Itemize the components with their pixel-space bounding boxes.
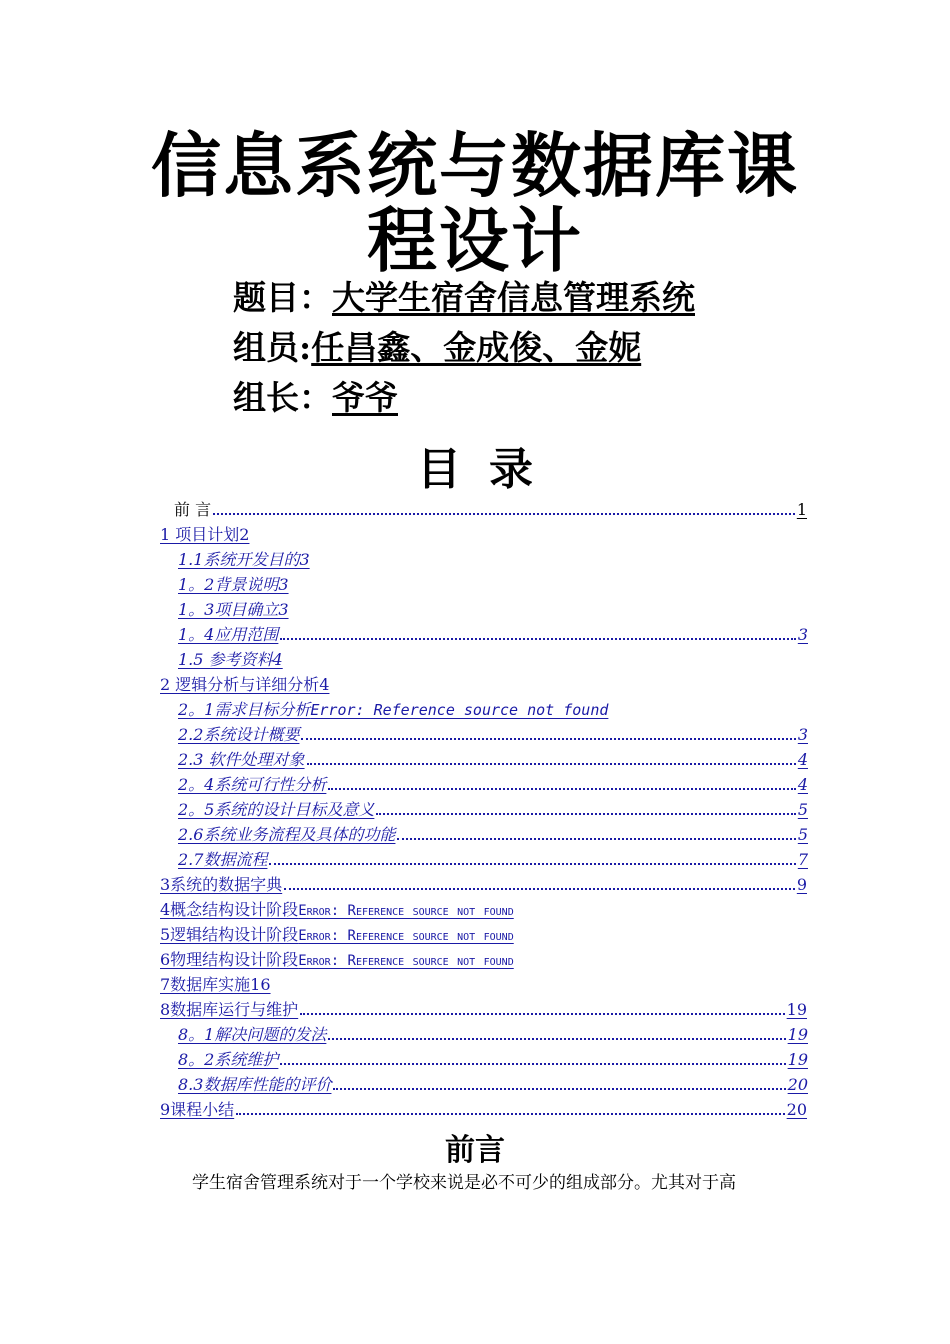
toc-leader-dots xyxy=(269,849,795,865)
toc-entry-error: Error: Reference source not found xyxy=(298,903,514,919)
toc-entry-5[interactable] xyxy=(160,922,807,947)
toc-leader-dots xyxy=(397,824,795,840)
preface-heading: 前言 xyxy=(445,1133,505,1168)
toc-entry-2-1[interactable] xyxy=(178,697,808,722)
toc-entry-2-5[interactable] xyxy=(178,797,808,822)
toc-entry-page: 9 xyxy=(796,875,807,894)
toc-entry-text: 1.1系统开发目的3 xyxy=(178,550,310,569)
leader-value: 爷爷 xyxy=(332,378,398,417)
toc-entry-1-1[interactable] xyxy=(178,547,808,572)
toc-leader-dots xyxy=(280,1049,785,1065)
toc-entry-text: 1。4应用范围 xyxy=(178,625,279,644)
toc-entry-text: 8数据库运行与维护 xyxy=(160,1000,299,1019)
toc-entry-text: 1。2背景说明3 xyxy=(178,575,289,594)
members-value: 任昌鑫、金成俊、金妮 xyxy=(311,328,642,367)
toc-entry-page: 3 xyxy=(797,625,808,644)
toc-entry-text: 5逻辑结构设计阶段 xyxy=(160,925,299,944)
toc-entry-1-2[interactable] xyxy=(178,572,808,597)
toc-entry-1-3[interactable] xyxy=(178,597,808,622)
toc-entry-2[interactable] xyxy=(160,672,807,697)
document-title-line-1: 信息系统与数据库课 xyxy=(151,124,799,207)
toc-entry-1[interactable] xyxy=(160,522,807,547)
members-label: 组员: xyxy=(233,328,312,367)
toc-entry-6[interactable] xyxy=(160,947,807,972)
toc-entry-4[interactable] xyxy=(160,897,807,922)
toc-leader-dots xyxy=(280,624,795,640)
toc-entry-page: 19 xyxy=(786,1000,807,1019)
toc-entry-page: 20 xyxy=(786,1100,807,1119)
toc-entry-text: 2。4系统可行性分析 xyxy=(178,775,327,794)
toc-leader-dots xyxy=(307,749,796,765)
toc-entry-8[interactable] xyxy=(160,997,807,1022)
toc-entry-text: 2.7数据流程 xyxy=(178,850,268,869)
toc-entry-error: Error: Reference source not found xyxy=(298,928,514,944)
toc-entry-2-4[interactable] xyxy=(178,772,808,797)
toc-entry-1-4[interactable] xyxy=(178,622,808,647)
toc-entry-2-3[interactable] xyxy=(178,747,808,772)
toc-leader-dots xyxy=(376,799,795,815)
toc-leader-dots xyxy=(284,874,795,890)
topic-label: 题目： xyxy=(233,278,332,317)
toc-leader-dots xyxy=(300,999,784,1015)
toc-entry-7[interactable] xyxy=(160,972,807,997)
members-line xyxy=(233,328,641,368)
toc-entry-page: 7 xyxy=(797,850,808,869)
toc-entry-page: 3 xyxy=(797,725,808,744)
toc-entry-2-6[interactable] xyxy=(178,822,808,847)
toc-leader-dots xyxy=(333,1074,785,1090)
toc-entry-error: Error: Reference source not found xyxy=(298,953,514,969)
toc-entry-3[interactable] xyxy=(160,872,807,897)
topic-value: 大学生宿舍信息管理系统 xyxy=(332,278,695,317)
toc-entry-text: 2.2系统设计概要 xyxy=(178,725,300,744)
toc-heading: 目录 xyxy=(417,444,561,495)
toc-leader-dots xyxy=(236,1099,784,1115)
toc-entry-page: 5 xyxy=(797,800,808,819)
toc-entry-error: Error: Reference source not found xyxy=(310,701,609,719)
toc-entry-page: 20 xyxy=(787,1075,808,1094)
toc-entry-text: 1 项目计划2 xyxy=(160,525,250,544)
toc-entry-1-5[interactable] xyxy=(178,647,808,672)
toc-entry-text: 9课程小结 xyxy=(160,1100,235,1119)
toc-entry-page: 19 xyxy=(787,1050,808,1069)
toc-entry-text: 2。1需求目标分析 xyxy=(178,700,311,719)
toc-entry-text: 6物理结构设计阶段 xyxy=(160,950,299,969)
toc-leader-dots xyxy=(301,724,795,740)
toc-entry-2-2[interactable] xyxy=(178,722,808,747)
toc-entry-8-3[interactable] xyxy=(178,1072,808,1097)
toc-entry-text: 7数据库实施16 xyxy=(160,975,271,994)
toc-entry-9[interactable] xyxy=(160,1097,807,1122)
toc-entry-text: 1。3项目确立3 xyxy=(178,600,289,619)
document-title-line-2: 程设计 xyxy=(367,199,583,282)
toc-entry-text: 2.3 软件处理对象 xyxy=(178,750,305,769)
toc-entry-8-2[interactable] xyxy=(178,1047,808,1072)
leader-line xyxy=(233,378,398,418)
toc-leader-dots xyxy=(328,774,795,790)
toc-entry-page: 5 xyxy=(797,825,808,844)
toc-leader-dots xyxy=(328,1024,785,1040)
toc-entry-text: 8.3数据库性能的评价 xyxy=(178,1075,332,1094)
toc-entry-page: 19 xyxy=(787,1025,808,1044)
preface-paragraph: 学生宿舍管理系统对于一个学校来说是必不可少的组成部分。尤其对于高 xyxy=(192,1173,736,1193)
toc-entry-preface[interactable] xyxy=(174,497,807,522)
toc-entry-2-7[interactable] xyxy=(178,847,808,872)
toc-leader-dots xyxy=(213,499,795,515)
toc-entry-text: 8。2系统维护 xyxy=(178,1050,279,1069)
toc-entry-text: 4概念结构设计阶段 xyxy=(160,900,299,919)
toc-entry-text: 2。5系统的设计目标及意义 xyxy=(178,800,375,819)
toc-entry-text: 8。1解决问题的发法 xyxy=(178,1025,327,1044)
toc-entry-text: 2.6系统业务流程及具体的功能 xyxy=(178,825,396,844)
toc-entry-text: 3系统的数据字典 xyxy=(160,875,283,894)
topic-line xyxy=(233,278,695,318)
toc-entry-text: 1.5 参考资料4 xyxy=(178,650,283,669)
toc-entry-8-1[interactable] xyxy=(178,1022,808,1047)
toc-entry-text: 2 逻辑分析与详细分析4 xyxy=(160,675,330,694)
toc-entry-page: 4 xyxy=(797,750,808,769)
toc-entry-page: 1 xyxy=(796,500,807,519)
toc-entry-page: 4 xyxy=(797,775,808,794)
leader-label: 组长： xyxy=(233,378,332,417)
toc-entry-text: 前 言 xyxy=(174,500,212,519)
